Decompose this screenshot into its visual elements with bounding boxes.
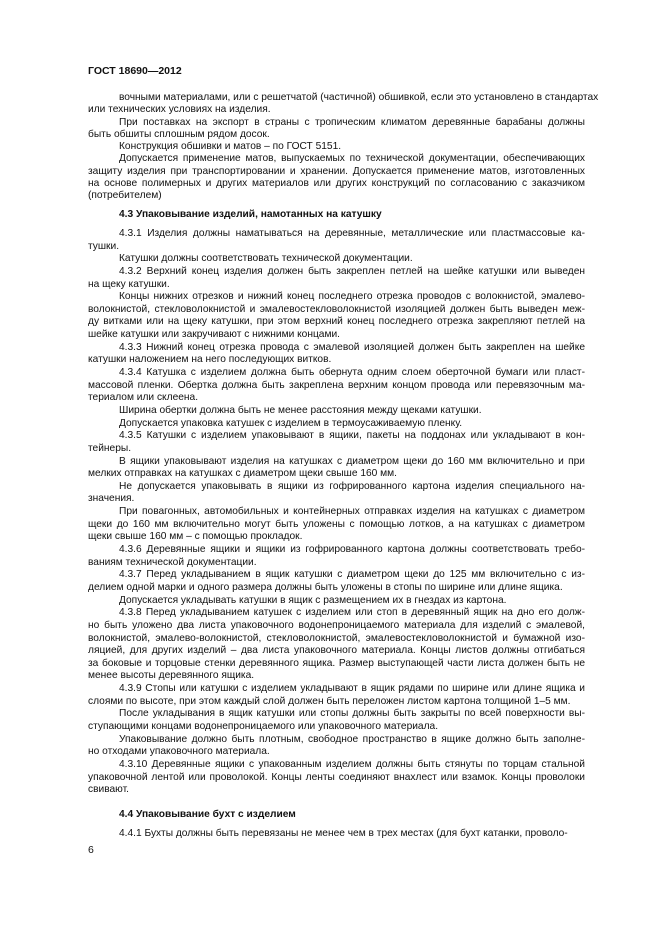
intro-text xyxy=(88,92,599,202)
text-line: Катушки должны соответствовать технической документации. xyxy=(119,253,413,265)
paragraph xyxy=(88,481,585,506)
paragraph xyxy=(88,92,599,117)
text-line: мелких отправках на катушках с диаметром щеки свыше 160 мм. xyxy=(88,468,398,480)
text-line: 4.3.5 Катушки с изделием упаковывают в ящики, пакеты на поддонах или укладывают в кон- xyxy=(119,430,585,442)
text-line: шейке катушки или закручивают с нижними концами. xyxy=(88,329,341,341)
text-line: 4.3.1 Изделия должны наматываться на деревянные, металлические или пластмассовые ка- xyxy=(119,228,585,239)
text-line: 4.3.8 Перед укладыванием катушек с изделием или стоп в деревянный ящик на дно его долж- xyxy=(119,607,585,619)
text-line: менее высоты деревянного ящика. xyxy=(88,670,255,682)
text-line: за боковые и торцовые стенки деревянного ящика. Размер выступающей части листа должен быть не xyxy=(88,657,585,669)
section-4-3 xyxy=(88,209,585,797)
document-header: ГОСТ 18690—2012 xyxy=(88,65,182,77)
text-line: тушки. xyxy=(88,240,120,252)
text-line: ду витками или на щеку катушки, при этом верхний конец последнего отрезка закрепляют петлей на xyxy=(88,316,585,328)
paragraph xyxy=(88,291,585,342)
text-line: 4.3.3 Нижний конец отрезка провода с эмалевой изоляцией должен быть закреплен на шейке xyxy=(119,341,585,353)
section-body xyxy=(88,828,585,841)
text-line: 4.3.2 Верхний конец изделия должен быть закреплен петлей на шейке катушки или выведен xyxy=(119,265,585,277)
text-line: Допускается применение матов, выпускаемых по технической документации, обеспечивающих xyxy=(119,153,585,165)
text-line: слоями по высоте, при этом каждый слой должен быть переложен листом картона толщиной 1–5 мм. xyxy=(88,695,571,707)
text-line: волокнистой, стекловолокнистой и эмалевостекловолокнистой изоляцией должен быть выведен меж- xyxy=(88,303,585,315)
text-line: 4.3.7 Перед укладыванием в ящик катушки с диаметром щеки до 125 мм включительно с из- xyxy=(119,569,585,581)
paragraph xyxy=(88,544,585,569)
text-line: 4.3.10 Деревянные ящики с упакованным изделием должны быть стянуты по торцам стальной xyxy=(119,758,585,770)
text-line: 4.3.4 Катушка с изделием должна быть обернута одним слоем оберточной бумаги или пласт- xyxy=(119,367,585,379)
section-4-4 xyxy=(88,809,585,841)
text-line: упаковочной лентой или проволокой. Концы ленты соединяют внахлест или взамок. Концы проволоки xyxy=(88,771,585,783)
text-line: на щеку катушки. xyxy=(88,278,170,290)
text-line: Ширина обертки должна быть не менее расстояния между щеками катушки. xyxy=(119,404,482,416)
paragraph xyxy=(88,708,585,733)
text-line: Допускается упаковка катушек с изделием в термоусаживаемую пленку. xyxy=(119,417,463,429)
text-line: 4.3.9 Стопы или катушки с изделием укладывают в ящик рядами по ширине или длине ящика и xyxy=(119,683,585,695)
text-line: (потребителем) xyxy=(88,190,162,201)
text-line: При поставках на экспорт в страны с тропическим климатом деревянные барабаны должны xyxy=(119,116,585,128)
text-line: на основе полимерных и других материалов или других конструкций по согласованию с заказчиком xyxy=(88,177,585,189)
paragraph xyxy=(88,430,585,455)
text-line: значения. xyxy=(88,493,135,505)
text-line: свивают. xyxy=(88,784,129,796)
section-body xyxy=(88,228,585,797)
paragraph xyxy=(88,266,585,291)
text-line: ваниям технической документации. xyxy=(88,556,257,568)
text-line: Концы нижних отрезков и нижний конец последнего отрезка проводов с волокнистой, эмалево- xyxy=(119,291,585,303)
text-line: защиту изделия при транспортировании и хранении. Допускается применение матов, изготовленных xyxy=(88,165,585,177)
text-line: Конструкция обшивки и матов – по ГОСТ 5151. xyxy=(119,141,342,152)
text-line: массовой пленки. Обертка должна быть закреплена верхним концом провода или перевязочным ма- xyxy=(88,379,585,391)
text-line: При повагонных, автомобильных и контейнерных отправках изделия на катушках с диаметром xyxy=(119,506,585,518)
text-line: Допускается укладывать катушки в ящик с размещением их в гнездах из картона. xyxy=(119,594,507,606)
text-line: волокнистой, эмалево-волокнистой, стекловолокнистой, эмалевостекловолокнистой и бумажной изо- xyxy=(88,632,585,644)
paragraph xyxy=(88,506,585,544)
paragraph xyxy=(88,253,585,266)
text-line: 4.4.1 Бухты должны быть перевязаны не менее чем в трех местах (для бухт катанки, проволо- xyxy=(119,828,568,839)
paragraph xyxy=(88,456,585,481)
paragraph xyxy=(88,153,585,202)
paragraph xyxy=(88,607,585,683)
text-line: но быть уложено два листа упаковочного водонепроницаемого материала для изделий с эмалевой, xyxy=(88,619,585,631)
text-line: тейнеры. xyxy=(88,442,132,454)
paragraph xyxy=(88,405,585,418)
paragraph xyxy=(88,418,585,431)
paragraph xyxy=(88,759,585,797)
text-line: катушки наложением на него последующих витков. xyxy=(88,354,332,366)
text-line: Не допускается упаковывать в ящики из гофрированного картона изделия специального на- xyxy=(119,480,585,492)
section-heading: 4.4 Упаковывание бухт с изделием xyxy=(119,809,296,820)
paragraph xyxy=(88,141,585,153)
text-line: но отходами упаковочного материала. xyxy=(88,746,270,758)
text-line: или технических условиях на изделия. xyxy=(88,104,271,116)
paragraph xyxy=(88,683,585,708)
text-line: После укладывания в ящик катушки или стопы должны быть закрыты по всей поверхности вы- xyxy=(119,708,585,720)
page-number: 6 xyxy=(88,844,94,856)
paragraph xyxy=(88,734,585,759)
paragraph xyxy=(88,342,585,367)
text-line: териалом или склеена. xyxy=(88,392,199,404)
text-line: быть обшиты сплошным рядом досок. xyxy=(88,128,270,140)
text-line: Упаковывание должно быть плотным, свободное пространство в ящике должно быть заполне- xyxy=(119,733,585,745)
text-line: В ящики упаковывают изделия на катушках с диаметром щеки до 160 мм включительно и при xyxy=(119,455,585,467)
text-line: ляцией, для других изделий – два листа упаковочного материала. Концы листов должны отгибаться xyxy=(88,645,585,657)
paragraph xyxy=(88,228,585,253)
section-heading: 4.3 Упаковывание изделий, намотанных на катушку xyxy=(119,209,382,220)
paragraph xyxy=(88,367,585,405)
paragraph xyxy=(88,117,585,142)
text-line: 4.3.6 Деревянные ящики и ящики из гофрированного картона должны соответствовать требо- xyxy=(119,544,585,556)
text-line: ступающими концами водонепроницаемого или упаковочного материала. xyxy=(88,720,439,732)
paragraph xyxy=(88,828,585,841)
paragraph xyxy=(88,569,585,594)
text-line: делием одной марки и одного размера должны быть уложены в стопы по ширине или длине ящика. xyxy=(88,581,563,593)
text-line: щеки до 160 мм включительно могут быть уложены с помощью лотков, а на катушках с диаметром xyxy=(88,518,585,530)
text-line: щеки свыше 160 мм – с помощью прокладок. xyxy=(88,531,303,543)
paragraph xyxy=(88,595,585,608)
text-line: вочными материалами, или с решетчатой (частичной) обшивкой, если это установлено в стандартах xyxy=(119,92,599,103)
